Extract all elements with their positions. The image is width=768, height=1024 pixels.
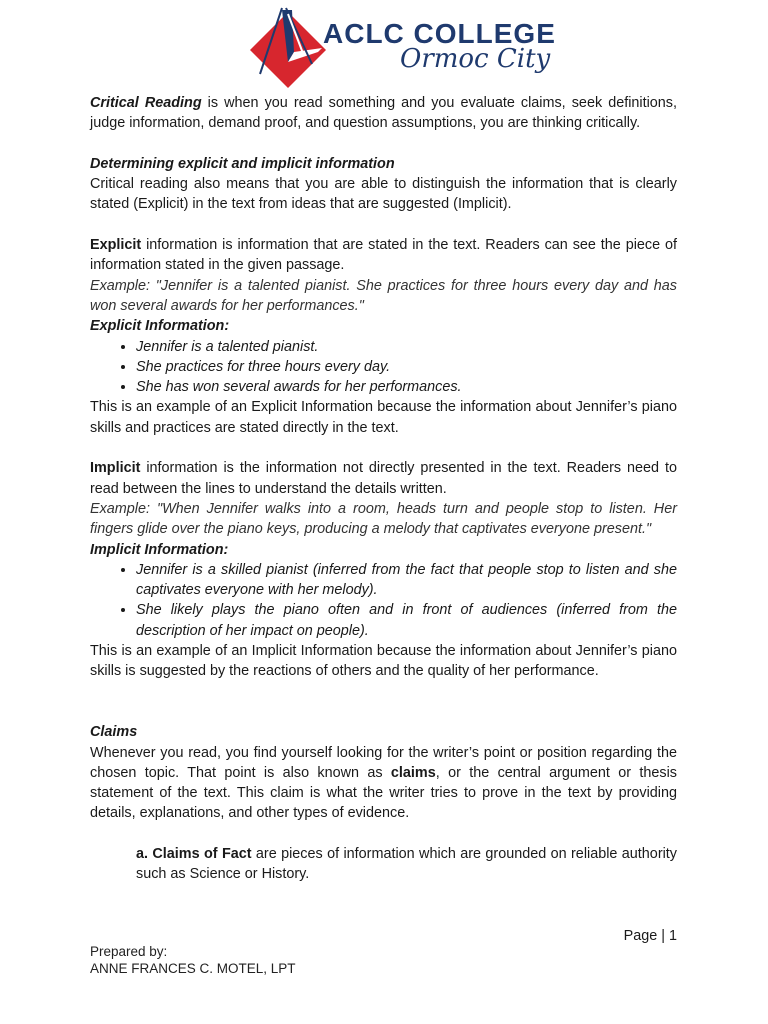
author-name: ANNE FRANCES C. MOTEL, LPT bbox=[90, 961, 296, 976]
document-body bbox=[90, 93, 677, 885]
college-name: ACLC COLLEGE bbox=[323, 18, 556, 49]
explicit-definition bbox=[90, 235, 677, 276]
city-name: Ormoc City bbox=[400, 44, 551, 74]
explicit-list bbox=[90, 337, 677, 398]
explicit-term: Explicit bbox=[90, 237, 142, 254]
implicit-list bbox=[90, 560, 677, 641]
list-item: • Jennifer is a talented pianist. bbox=[136, 337, 677, 357]
explicit-conclusion: This is an example of an Explicit Information because the information about Jennifer’s piano skills and practices are stated directly in the text. bbox=[90, 399, 677, 436]
implicit-example: Example: "When Jennifer walks into a room, heads turn and people stop to listen. Her fingers glide over the piano keys, producing a melody that captivates everyone present." bbox=[90, 500, 677, 538]
explicit-definition-text: information is information that are stated in the text. Readers can see the piece of information stated in the given passage. bbox=[90, 237, 677, 274]
claims-paragraph bbox=[90, 743, 677, 824]
explicit-implicit-text: Critical reading also means that you are able to distinguish the information that is clearly stated (Explicit) in the text from ideas that are suggested (Implicit). bbox=[90, 176, 677, 213]
claims-text-before: Whenever you read, you find yourself looking for the writer’s point or position regarding the chosen topic. That point is also known as bbox=[90, 744, 677, 781]
list-item: • She has won several awards for her performances. bbox=[136, 377, 677, 397]
claims-heading: Claims bbox=[90, 724, 138, 741]
explicit-example: Example: "Jennifer is a talented pianist. She practices for three hours every day and has won several awards for her performances." bbox=[90, 277, 677, 314]
implicit-subheading: Implicit Information: bbox=[90, 541, 229, 558]
explicit-subheading: Explicit Information: bbox=[90, 318, 230, 335]
implicit-term: Implicit bbox=[90, 460, 141, 477]
implicit-definition-text: information is the information not directly presented in the text. Readers need to read between the lines to understand the details written. bbox=[90, 460, 677, 497]
list-item: • She practices for three hours every day. bbox=[136, 357, 677, 377]
implicit-definition bbox=[90, 458, 677, 499]
list-item: • She likely plays the piano often and in front of audiences (inferred from the description of her impact on people). bbox=[136, 600, 677, 641]
page-footer bbox=[90, 943, 296, 977]
intro-text: is when you read something and you evaluate claims, seek definitions, judge information, demand proof, and question assumptions, you are thinking critically. bbox=[90, 95, 677, 132]
page-number: Page | 1 bbox=[623, 928, 677, 944]
implicit-conclusion: This is an example of an Implicit Information because the information about Jennifer’s piano skills is suggested by the reactions of others and the quality of her performance. bbox=[90, 643, 677, 680]
aclc-logo-icon bbox=[248, 4, 328, 88]
intro-paragraph bbox=[90, 93, 677, 134]
prepared-by-label: Prepared by: bbox=[90, 944, 168, 959]
claims-of-fact bbox=[90, 844, 677, 885]
claims-of-fact-term: a. Claims of Fact bbox=[136, 845, 252, 862]
claims-keyword: claims bbox=[390, 764, 436, 781]
explicit-implicit-heading: Determining explicit and implicit information bbox=[90, 155, 395, 172]
claims-of-fact-text: are pieces of information which are grounded on reliable authority such as Science or History. bbox=[136, 845, 677, 883]
page-header bbox=[0, 0, 768, 92]
list-item: • Jennifer is a skilled pianist (inferred from the fact that people stop to listen and she captivates everyone with her melody). bbox=[136, 560, 677, 601]
critical-reading-term: Critical Reading bbox=[90, 95, 202, 111]
claims-text-after: , or the central argument or thesis statement of the text. This claim is what the writer tries to prove in the text by providing details, explanations, and other types of evidence. bbox=[90, 764, 677, 822]
